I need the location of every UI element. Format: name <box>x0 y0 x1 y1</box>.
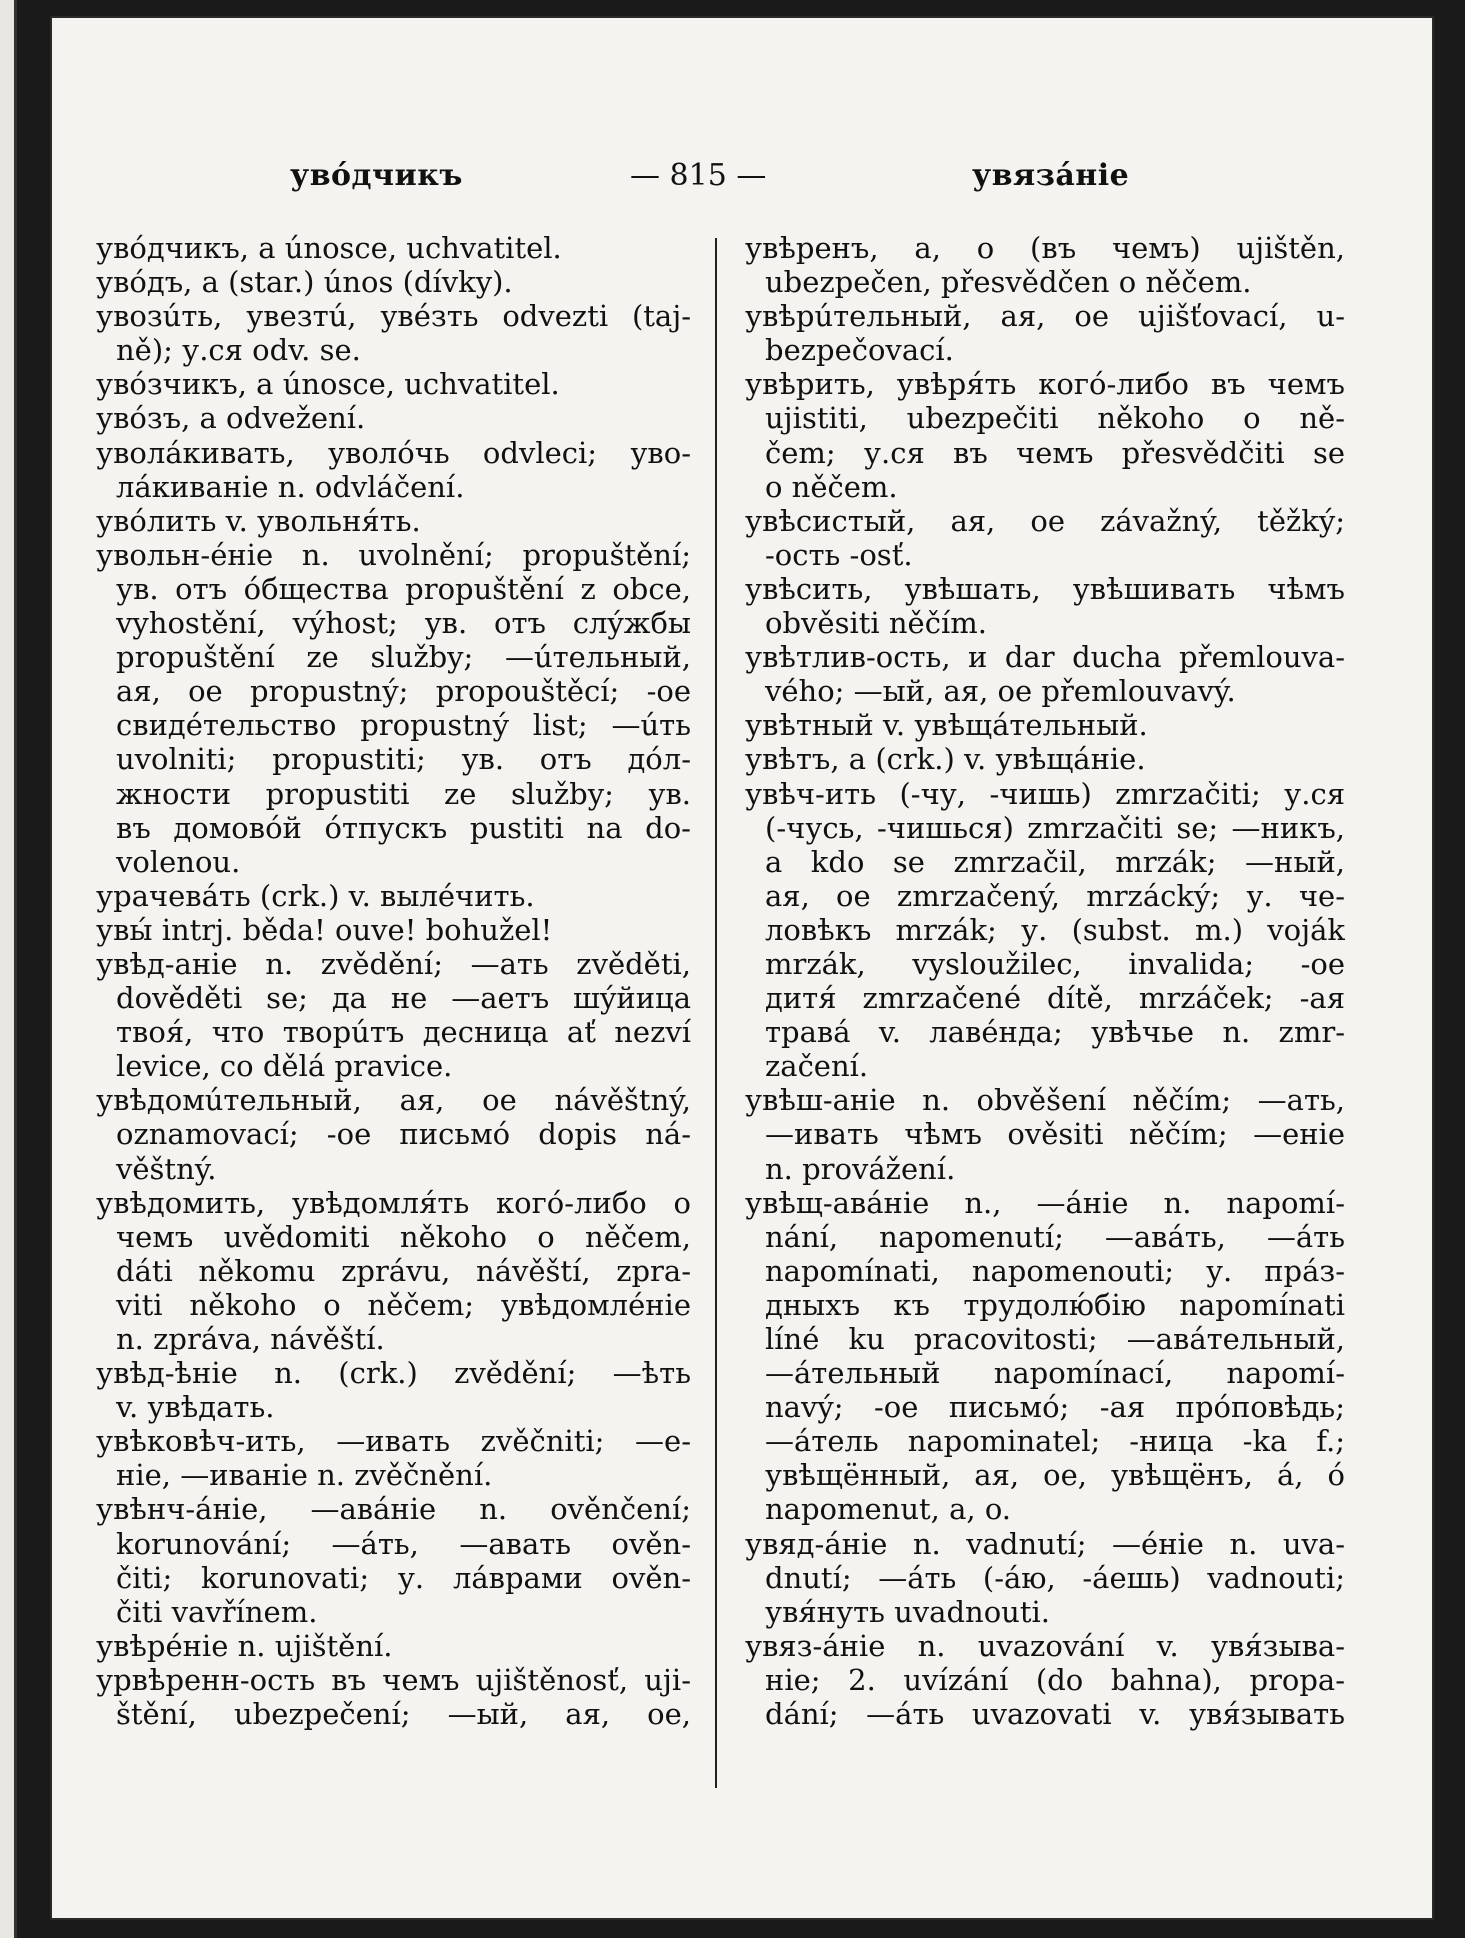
text-line: увяд-áніе n. vadnutí; —éніе n. uva- <box>745 1526 1345 1561</box>
text-line: увѣтъ, а (crk.) v. увѣщáніе. <box>745 742 1146 777</box>
text-line: volenou. <box>116 844 241 879</box>
text-line: dnutí; —áть (-áю, -áешь) vadnouti; <box>765 1560 1345 1595</box>
text-line: věštný. <box>116 1151 217 1186</box>
text-line: лáкиваніе n. odvláčení. <box>116 469 465 504</box>
text-line: uvolniti; propustiti; ув. отъ дóл- <box>116 742 691 777</box>
text-line: увѣнч-áніе, —авáніе n. ověnčení; <box>96 1492 691 1527</box>
text-line: (-чусь, -чишься) zmrzačiti se; —никъ, <box>765 810 1345 845</box>
text-line: жности propustiti ze služby; ув. <box>116 776 691 811</box>
text-line: увѣковѣч-ить, —ивать zvěčniti; —е- <box>96 1424 691 1459</box>
adjacent-page-edge <box>0 0 17 1938</box>
text-line: увóзчикъ, a únosce, uchvatitel. <box>96 367 560 402</box>
text-line: увѣрéніе n. ujištění. <box>96 1628 393 1663</box>
text-line: začení. <box>765 1049 869 1084</box>
text-line: dověděti se; да не —аетъ шýйица <box>116 981 691 1016</box>
left-column <box>96 231 691 1731</box>
page-number: — 815 — <box>630 158 767 193</box>
text-line: mrzák, vysloužilec, invalida; -ое <box>765 946 1345 981</box>
text-line: уволáкивать, уволóчь odvleci; уво- <box>96 435 691 470</box>
text-line: дитя́ zmrzačené dítě, mrzáček; -ая <box>765 981 1345 1016</box>
text-line: увóдъ, a (star.) únos (dívky). <box>96 265 513 300</box>
text-line: -ость -osť. <box>765 537 913 572</box>
text-line: líné ku pracovitosti; —авáтельный, <box>765 1322 1345 1356</box>
text-line: увѣсить, увѣшать, увѣшивать чѣмъ <box>745 571 1345 606</box>
text-line: o něčem. <box>765 469 898 504</box>
text-line: dání; —áть uvazovati v. увя́зывать <box>765 1697 1345 1732</box>
text-line: увѣрúтельный, ая, ое ujišťovací, u- <box>745 299 1345 334</box>
text-line: ніе, —иваніе n. zvěčnění. <box>116 1458 493 1493</box>
text-line: a kdo se zmrzačil, mrzák; —ный, <box>765 844 1345 879</box>
text-line: ая, ое zmrzačený, mrzácký; у. че- <box>765 878 1345 913</box>
text-line: n. provážení. <box>765 1151 956 1186</box>
text-line: v. увѣдать. <box>116 1390 275 1425</box>
text-line: увóлить v. увольня́ть. <box>96 503 421 538</box>
text-line: ув. отъ óбщества propuštění z obce, <box>116 571 691 606</box>
text-line: ніе; 2. uvízání (do bahna), propa- <box>765 1662 1345 1697</box>
text-line: увѣренъ, а, о (въ чемъ) ujištěn, <box>745 231 1345 265</box>
text-line: увѣтный v. увѣщáтельный. <box>745 708 1148 743</box>
text-line: увы́ intrj. běda! ouve! bohužel! <box>96 912 553 947</box>
text-line: твоя́, что творúтъ десница ať nezví <box>116 1015 691 1050</box>
dictionary-page <box>52 18 1432 1918</box>
text-line: napomenut, a, o. <box>765 1492 1011 1527</box>
text-line: ubezpečen, přesvědčen o něčem. <box>765 265 1252 300</box>
text-line: —áтельный napomínací, napomí- <box>765 1356 1345 1391</box>
text-line: —ивать чѣмъ ověsiti něčím; —еніе <box>765 1117 1345 1152</box>
text-line: свидéтельство propustný list; —úть <box>116 708 691 743</box>
text-line: ая, ое propustný; propouštěcí; -ое <box>116 674 691 709</box>
text-line: bezpečovací. <box>765 333 954 368</box>
text-line: увя́нуть uvadnouti. <box>765 1594 1051 1629</box>
text-line: увольн-éніе n. uvolnění; propuštění; <box>96 537 691 572</box>
text-line: ловѣкъ mrzák; у. (subst. m.) voják <box>765 912 1345 947</box>
text-line: vého; —ый, ая, ое přemlouvavý. <box>765 674 1236 709</box>
text-line: дныхъ къ трудолю́бію napomínati <box>765 1287 1345 1322</box>
text-line: въ домовóй óтпускъ pustiti na do- <box>116 810 691 845</box>
text-line: propuštění ze služby; —úтельный, <box>116 640 691 675</box>
text-line: увóдчикъ, a únosce, uchvatitel. <box>96 231 562 265</box>
text-line: čem; у.ся въ чемъ přesvědčiti se <box>765 435 1345 470</box>
text-line: levice, co dělá pravice. <box>116 1049 453 1084</box>
header-right-guideword: увязáніе <box>972 158 1130 193</box>
text-line: oznamovací; -ое письмó dopis ná- <box>116 1117 691 1152</box>
header-left-guideword: увóдчикъ <box>290 158 463 193</box>
text-line: увѣрить, увѣря́ть когó-либо въ чемъ <box>745 367 1345 402</box>
column-divider <box>715 238 717 1788</box>
text-line: травá v. лавéнда; увѣчье n. zmr- <box>765 1015 1345 1050</box>
text-line: štění, ubezpečení; —ый, ая, ое, <box>116 1697 691 1732</box>
text-line: увѣщ-авáніе n., —áніе n. napomí- <box>745 1185 1345 1220</box>
text-line: увѣд-аніе n. zvědění; —ать zvěděti, <box>96 946 691 981</box>
text-line: čiti; korunovati; у. лáврами ověn- <box>116 1560 691 1595</box>
text-line: dáti někomu zprávu, návěští, zpra- <box>116 1253 691 1288</box>
text-line: ně); у.ся odv. se. <box>116 333 361 368</box>
text-line: obvěsiti něčím. <box>765 606 987 641</box>
text-line: увѣщённый, ая, ое, увѣщёнъ, á, ó <box>765 1458 1345 1493</box>
text-line: —áтель napominatel; -ница -ka f.; <box>765 1424 1345 1459</box>
text-line: ujistiti, ubezpečiti někoho o ně- <box>765 401 1345 436</box>
right-column <box>745 231 1345 1731</box>
text-line: чемъ uvědomiti někoho o něčem, <box>116 1219 691 1254</box>
running-header <box>52 158 1432 198</box>
text-line: увѣдомúтельный, ая, ое návěštný, <box>96 1083 691 1118</box>
text-line: увѣсистый, ая, ое závažný, těžký; <box>745 503 1345 538</box>
text-line: увѣтлив-ость, и dar ducha přemlouva- <box>745 640 1345 675</box>
text-line: viti někoho o něčem; увѣдомлéніе <box>116 1287 691 1322</box>
text-line: урвѣренн-ость въ чемъ ujištěnosť, uji- <box>96 1662 691 1697</box>
text-line: увяз-áніе n. uvazování v. увя́зыва- <box>745 1628 1345 1663</box>
text-line: napomínati, napomenouti; у. прáз- <box>765 1253 1345 1288</box>
text-line: увóзъ, a odvežení. <box>96 401 366 436</box>
text-line: nání, napomenutí; —авáть, —áть <box>765 1219 1345 1254</box>
text-line: korunování; —áть, —авать ověn- <box>116 1526 691 1561</box>
text-line: увѣдомить, увѣдомля́ть когó-либо о <box>96 1185 691 1220</box>
text-line: увозúть, увезтú, увéзть odvezti (taj- <box>96 299 691 334</box>
text-line: урачевáть (crk.) v. вылéчить. <box>96 878 535 913</box>
text-line: n. zpráva, návěští. <box>116 1322 385 1356</box>
text-line: vyhostění, výhost; ув. отъ слýжбы <box>116 606 691 641</box>
text-line: čiti vavřínem. <box>116 1594 318 1629</box>
text-line: увѣч-ить (-чу, -чишь) zmrzačiti; у.ся <box>745 776 1345 811</box>
text-line: navý; -ое письмó; -ая прóповѣдь; <box>765 1390 1345 1425</box>
text-line: увѣш-аніе n. obvěšení něčím; —ать, <box>745 1083 1345 1118</box>
text-line: увѣд-ѣніе n. (crk.) zvědění; —ѣть <box>96 1356 691 1391</box>
